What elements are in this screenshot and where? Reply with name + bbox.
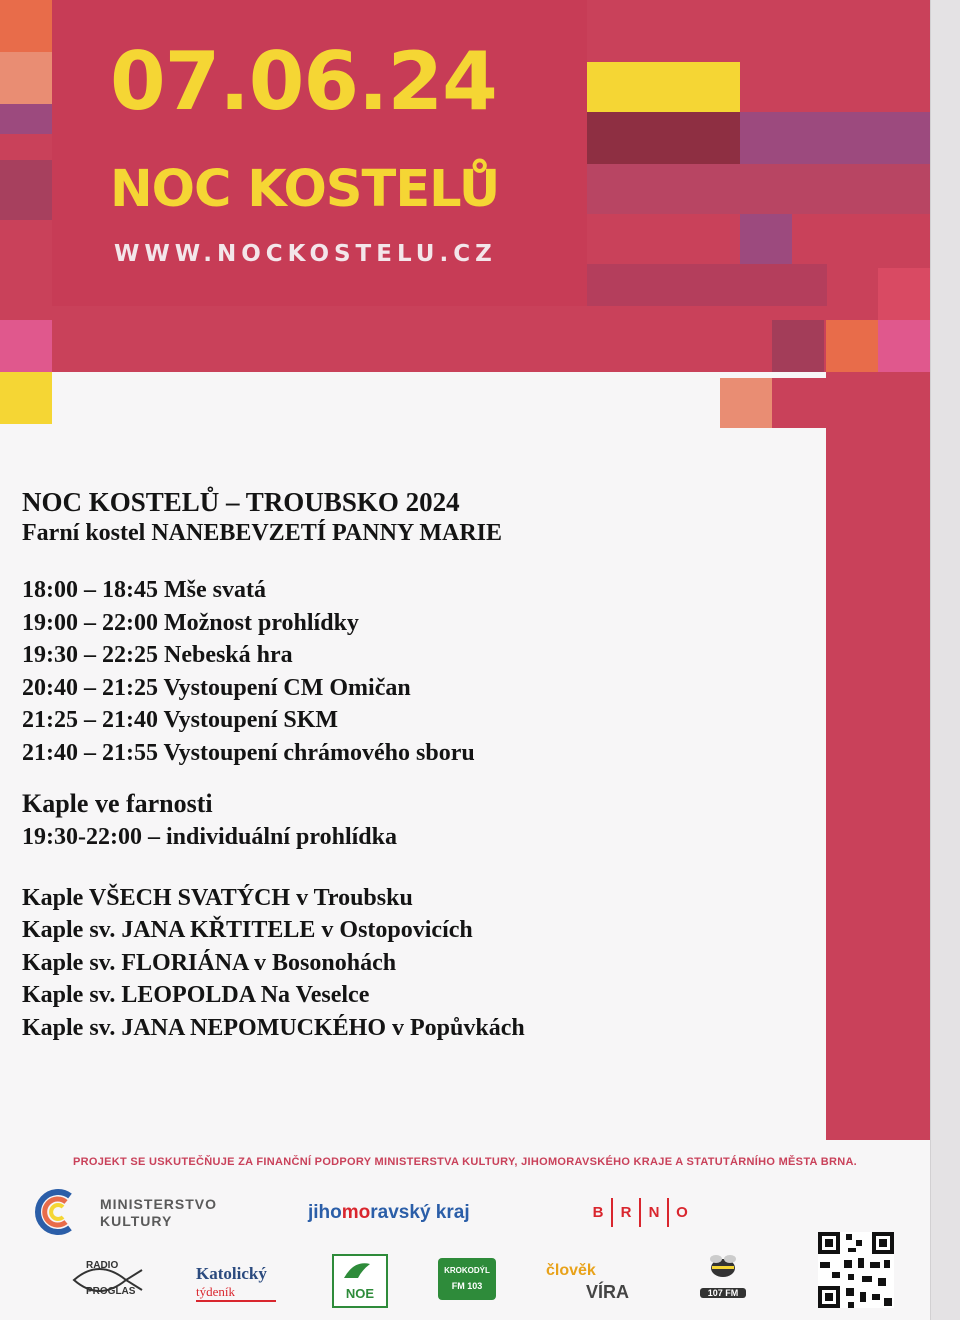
schedule-item: 19:30 – 22:25 Nebeská hra	[22, 642, 293, 668]
schedule-item: 21:40 – 21:55 Vystoupení chrámového sboru	[22, 739, 475, 766]
krokodyl-text: KROKODÝL	[444, 1266, 490, 1275]
katolicky-text: Katolický	[196, 1264, 267, 1283]
schedule-item: 21:25 – 21:40 Vystoupení SKM	[22, 707, 339, 733]
program-content	[22, 486, 802, 1044]
mosaic-block	[0, 160, 52, 220]
side-red-band	[826, 372, 930, 1140]
bee-icon	[698, 1254, 748, 1288]
free-radio-logo	[698, 1254, 748, 1304]
program-title: NOC KOSTELŮ – TROUBSKO 2024	[22, 487, 460, 517]
brno-letter: R	[613, 1198, 641, 1227]
proglas-text: RADIO	[86, 1260, 119, 1271]
ministry-logo	[30, 1186, 92, 1238]
vira-text: VÍRA	[586, 1282, 630, 1302]
schedule-list	[22, 574, 802, 769]
mosaic-block	[0, 52, 52, 104]
mosaic-block	[0, 320, 52, 372]
paper-edge	[930, 0, 960, 1320]
mosaic-block	[0, 372, 52, 424]
clovek-vira-logo	[546, 1262, 646, 1306]
mosaic-block	[740, 214, 792, 264]
mosaic-block	[587, 264, 827, 306]
mosaic-block	[720, 378, 772, 428]
funding-notice: PROJEKT SE USKUTEČŇUJE ZA FINANČNÍ PODPORY MINISTERSTVA KULTURY, JIHOMORAVSKÉHO KRAJE A STATUTÁRNÍHO MĚSTA BRNA.	[72, 1156, 858, 1168]
mosaic-block	[878, 268, 930, 320]
event-name: NOC KOSTELŮ	[110, 160, 500, 219]
brno-letter: B	[585, 1198, 613, 1227]
free-radio-text: 107 FM	[700, 1288, 746, 1298]
region-text: jiho	[308, 1202, 342, 1223]
mosaic-block	[587, 62, 740, 112]
chapels-list	[22, 882, 802, 1045]
chapel-item: Kaple sv. FLORIÁNA v Bosonohách	[22, 949, 397, 976]
mosaic-block	[0, 104, 52, 134]
region-text: mo	[341, 1202, 371, 1223]
brno-letter: N	[641, 1198, 669, 1227]
church-name: Farní kostel NANEBEVZETÍ PANNY MARIE	[22, 520, 503, 546]
mosaic-block	[0, 0, 52, 52]
brno-logo	[585, 1198, 695, 1227]
schedule-item: 20:40 – 21:25 Vystoupení CM Omičan	[22, 674, 411, 701]
tydenik-text: týdeník	[196, 1284, 276, 1302]
bird-icon	[334, 1256, 382, 1286]
proglas-text: PROGLAS	[86, 1286, 136, 1297]
region-text: ravský kraj	[370, 1202, 470, 1223]
ministry-line: KULTURY	[100, 1213, 173, 1229]
mosaic-block	[772, 320, 824, 372]
region-logo	[308, 1202, 470, 1224]
chapel-item: Kaple sv. JANA KŘTITELE v Ostopovicích	[22, 917, 473, 943]
radio-proglas-logo	[64, 1256, 154, 1304]
chapel-item: Kaple sv. LEOPOLDA Na Veselce	[22, 982, 370, 1008]
noe-text: NOE	[345, 1286, 375, 1301]
mosaic-block	[878, 320, 930, 372]
qr-code[interactable]	[818, 1232, 894, 1308]
ministry-c-icon	[30, 1186, 86, 1238]
krokodyl-logo	[438, 1258, 496, 1300]
chapel-item: Kaple sv. JANA NEPOMUCKÉHO v Popůvkách	[22, 1014, 525, 1041]
chapels-time: 19:30-22:00 – individuální prohlídka	[22, 824, 397, 850]
website-url[interactable]: WWW.NOCKOSTELU.CZ	[114, 241, 497, 267]
clovek-text: člověk	[546, 1262, 596, 1279]
mosaic-block	[587, 112, 740, 164]
ministry-line: MINISTERSTVO	[100, 1196, 218, 1212]
mosaic-block	[826, 320, 878, 372]
katolicky-tydenik-logo	[196, 1264, 286, 1304]
krokodyl-fm: FM 103	[451, 1281, 483, 1291]
noe-logo	[332, 1254, 388, 1308]
mosaic-block	[740, 112, 930, 164]
event-date: 07.06.24	[110, 35, 497, 128]
chapel-item: Kaple VŠECH SVATÝCH v Troubsku	[22, 884, 413, 911]
ministry-text	[100, 1196, 217, 1230]
brno-letter: O	[676, 1204, 688, 1221]
schedule-item: 19:00 – 22:00 Možnost prohlídky	[22, 609, 359, 636]
qr-code-icon	[818, 1232, 894, 1308]
chapels-title: Kaple ve farnosti	[22, 789, 213, 818]
mosaic-block	[587, 164, 930, 214]
schedule-item: 18:00 – 18:45 Mše svatá	[22, 577, 266, 603]
mosaic-block	[772, 378, 826, 428]
